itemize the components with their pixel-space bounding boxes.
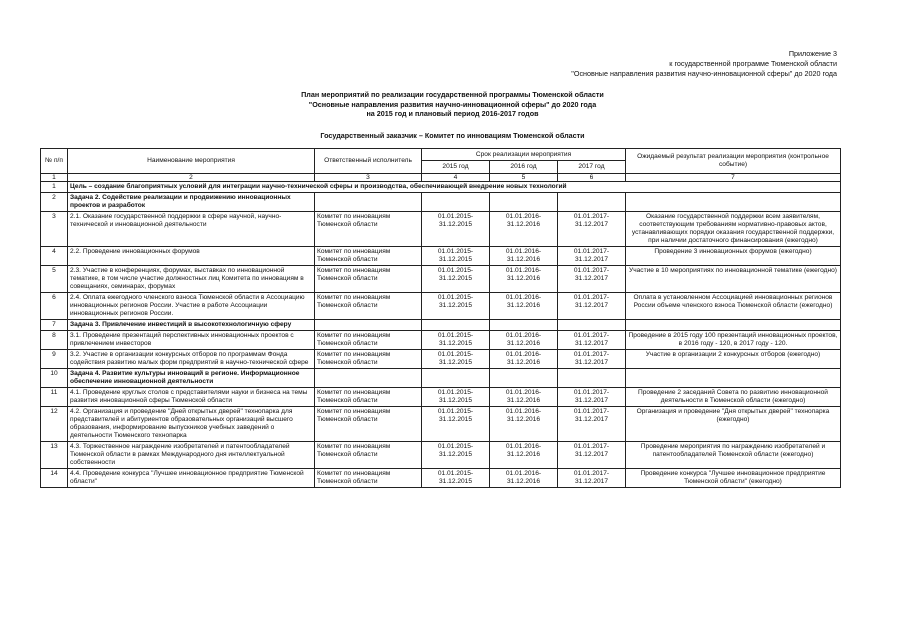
activity-name: 2.2. Проведение инновационных форумов	[68, 247, 315, 266]
expected-result: Проведение конкурса "Лучшее инновационное предприятие Тюменской области" (ежегодно)	[626, 469, 841, 488]
period-2016: 01.01.2016-31.12.2016	[490, 442, 558, 469]
expected-result: Проведение мероприятия по награждению изобретателей и патентообладателей Тюменской области (ежегодно)	[626, 442, 841, 469]
expected-result: Оплата в установленном Ассоциацией инновационных регионов России объеме членского взноса Тюменской области (ежегодно)	[626, 293, 841, 320]
activity-name: 2.1. Оказание государственной поддержки в сфере научной, научно-технической и инновационной деятельности	[68, 212, 315, 247]
responsible-executor: Комитет по инновациям Тюменской области	[315, 331, 422, 350]
empty-cell	[422, 193, 490, 212]
state-customer: Государственный заказчик – Комитет по инновациям Тюменской области	[320, 131, 585, 140]
goal-row	[41, 182, 841, 193]
col-number: 2	[68, 174, 315, 182]
period-2017: 01.01.2017-31.12.2017	[558, 350, 626, 369]
activity-name: 4.3. Торжественное награждение изобретателей и патентообладателей Тюменской области в рамках Международного дня интеллектуальной собственности	[68, 442, 315, 469]
responsible-executor: Комитет по инновациям Тюменской области	[315, 212, 422, 247]
row-number: 7	[41, 320, 68, 331]
responsible-executor: Комитет по инновациям Тюменской области	[315, 350, 422, 369]
header-2015: 2015 год	[422, 161, 490, 174]
period-2015: 01.01.2015-31.12.2015	[422, 388, 490, 407]
title-line-2: "Основные направления развития научно-инновационной сферы" до 2020 года	[308, 99, 597, 109]
activity-name: 3.1. Проведение презентаций перспективных инновационных проектов с привлечением инвесторов	[68, 331, 315, 350]
header-num: № п/п	[41, 149, 68, 174]
period-2015: 01.01.2015-31.12.2015	[422, 212, 490, 247]
table-row	[41, 212, 841, 247]
empty-cell	[626, 369, 841, 388]
activity-name: 4.1. Проведение круглых столов с представителями науки и бизнеса на темы развития инновационной сферы Тюменской области	[68, 388, 315, 407]
expected-result: Проведение в 2015 году 100 презентаций инновационных проектов, в 2016 году - 120, в 2017 году - 120.	[626, 331, 841, 350]
responsible-executor: Комитет по инновациям Тюменской области	[315, 266, 422, 293]
activity-name: 2.3. Участие в конференциях, форумах, выставках по инновационной тематике, в том числе участие должностных лиц Комитета по инновациям в совещаниях, семинарах, форумах	[68, 266, 315, 293]
empty-cell	[558, 320, 626, 331]
period-2017: 01.01.2017-31.12.2017	[558, 388, 626, 407]
table-row	[41, 331, 841, 350]
period-2017: 01.01.2017-31.12.2017	[558, 331, 626, 350]
expected-result: Проведение 2 заседаний Совета по развитию инновационной деятельности в Тюменской области (ежегодно)	[626, 388, 841, 407]
empty-cell	[315, 320, 422, 331]
header-result: Ожидаемый результат реализации мероприятия (контрольное событие)	[626, 149, 841, 174]
header-2017: 2017 год	[558, 161, 626, 174]
period-2015: 01.01.2015-31.12.2015	[422, 247, 490, 266]
responsible-executor: Комитет по инновациям Тюменской области	[315, 469, 422, 488]
empty-cell	[315, 369, 422, 388]
appendix-line-2: к государственной программе Тюменской области	[669, 59, 837, 68]
row-number: 1	[41, 182, 68, 193]
activity-name: 3.2. Участие в организации конкурсных отборов по программам Фонда содействия развитию малых форм предприятий в научно-технической сфере	[68, 350, 315, 369]
table-row	[41, 442, 841, 469]
period-2017: 01.01.2017-31.12.2017	[558, 407, 626, 442]
col-number: 6	[558, 174, 626, 182]
empty-cell	[422, 369, 490, 388]
goal-text: Цель – создание благоприятных условий для интеграции научно-технической сферы и производства, обеспечивающей внедрение новых технологий	[68, 182, 841, 193]
empty-cell	[626, 193, 841, 212]
period-2016: 01.01.2016-31.12.2016	[490, 331, 558, 350]
appendix-header	[571, 49, 837, 79]
period-2015: 01.01.2015-31.12.2015	[422, 350, 490, 369]
row-number: 12	[41, 407, 68, 442]
period-2015: 01.01.2015-31.12.2015	[422, 293, 490, 320]
expected-result: Оказание государственной поддержки всем заявителям, соответствующим требованиям нормативно-правовых актов, устанавливающих порядки оказания государственной поддержки, при наличии достаточного финансирования (ежегодно)	[626, 212, 841, 247]
period-2017: 01.01.2017-31.12.2017	[558, 442, 626, 469]
responsible-executor: Комитет по инновациям Тюменской области	[315, 247, 422, 266]
col-number: 3	[315, 174, 422, 182]
responsible-executor: Комитет по инновациям Тюменской области	[315, 293, 422, 320]
period-2015: 01.01.2015-31.12.2015	[422, 469, 490, 488]
period-2016: 01.01.2016-31.12.2016	[490, 388, 558, 407]
activities-table	[40, 148, 841, 488]
table-row	[41, 293, 841, 320]
period-2016: 01.01.2016-31.12.2016	[490, 350, 558, 369]
table-row	[41, 469, 841, 488]
col-number: 1	[41, 174, 68, 182]
row-number: 4	[41, 247, 68, 266]
row-number: 8	[41, 331, 68, 350]
activity-name: 2.4. Оплата ежегодного членского взноса Тюменской области в Ассоциацию инновационных регионов России. Участие в работе Ассоциации инновационных регионов России.	[68, 293, 315, 320]
header-period: Срок реализации мероприятия	[422, 149, 626, 161]
responsible-executor: Комитет по инновациям Тюменской области	[315, 442, 422, 469]
col-number: 4	[422, 174, 490, 182]
appendix-line-1: Приложение 3	[788, 49, 837, 58]
col-number: 7	[626, 174, 841, 182]
empty-cell	[558, 369, 626, 388]
responsible-executor: Комитет по инновациям Тюменской области	[315, 388, 422, 407]
table-row	[41, 350, 841, 369]
period-2017: 01.01.2017-31.12.2017	[558, 212, 626, 247]
row-number: 6	[41, 293, 68, 320]
table-row	[41, 247, 841, 266]
column-numbers-row	[41, 174, 841, 182]
title-line-1: План мероприятий по реализации государственной программы Тюменской области	[301, 90, 604, 99]
period-2015: 01.01.2015-31.12.2015	[422, 266, 490, 293]
empty-cell	[490, 320, 558, 331]
row-number: 14	[41, 469, 68, 488]
header-2016: 2016 год	[490, 161, 558, 174]
period-2016: 01.01.2016-31.12.2016	[490, 407, 558, 442]
period-2016: 01.01.2016-31.12.2016	[490, 247, 558, 266]
period-2016: 01.01.2016-31.12.2016	[490, 212, 558, 247]
expected-result: Участие в организации 2 конкурсных отборов (ежегодно)	[626, 350, 841, 369]
document-title	[0, 90, 905, 119]
task-row	[41, 193, 841, 212]
empty-cell	[558, 193, 626, 212]
header-responsible: Ответственный исполнитель	[315, 149, 422, 174]
activity-name: 4.2. Организация и проведение "Дней открытых дверей" технопарка для представителей и абитуриентов образовательных организаций высшего образования, информирование выпускников учебных заведений о деятельности Тюменского технопарка	[68, 407, 315, 442]
task-name: Задача 2. Содействие реализации и продвижению инновационных проектов и разработок	[68, 193, 315, 212]
row-number: 5	[41, 266, 68, 293]
empty-cell	[422, 320, 490, 331]
row-number: 2	[41, 193, 68, 212]
period-2016: 01.01.2016-31.12.2016	[490, 266, 558, 293]
empty-cell	[315, 193, 422, 212]
task-name: Задача 3. Привлечение инвестиций в высокотехнологичную сферу	[68, 320, 315, 331]
period-2015: 01.01.2015-31.12.2015	[422, 331, 490, 350]
period-2017: 01.01.2017-31.12.2017	[558, 266, 626, 293]
row-number: 11	[41, 388, 68, 407]
header-name: Наименование мероприятия	[68, 149, 315, 174]
row-number: 13	[41, 442, 68, 469]
expected-result: Проведение 3 инновационных форумов (ежегодно)	[626, 247, 841, 266]
empty-cell	[626, 320, 841, 331]
expected-result: Организация и проведение "Дня открытых дверей" технопарка (ежегодно)	[626, 407, 841, 442]
table-row	[41, 388, 841, 407]
col-number: 5	[490, 174, 558, 182]
table-row	[41, 266, 841, 293]
row-number: 3	[41, 212, 68, 247]
row-number: 9	[41, 350, 68, 369]
task-row	[41, 369, 841, 388]
period-2015: 01.01.2015-31.12.2015	[422, 442, 490, 469]
period-2017: 01.01.2017-31.12.2017	[558, 247, 626, 266]
appendix-line-3: "Основные направления развития научно-инновационной сферы" до 2020 года	[571, 69, 837, 78]
activity-name: 4.4. Проведение конкурса "Лучшее инновационное предприятие Тюменской области"	[68, 469, 315, 488]
period-2016: 01.01.2016-31.12.2016	[490, 469, 558, 488]
responsible-executor: Комитет по инновациям Тюменской области	[315, 407, 422, 442]
task-name: Задача 4. Развитие культуры инноваций в регионе. Информационное обеспечение инновационной деятельности	[68, 369, 315, 388]
period-2017: 01.01.2017-31.12.2017	[558, 469, 626, 488]
task-row	[41, 320, 841, 331]
empty-cell	[490, 369, 558, 388]
empty-cell	[490, 193, 558, 212]
period-2017: 01.01.2017-31.12.2017	[558, 293, 626, 320]
expected-result: Участие в 10 мероприятиях по инновационной тематике (ежегодно)	[626, 266, 841, 293]
table-row	[41, 407, 841, 442]
row-number: 10	[41, 369, 68, 388]
period-2016: 01.01.2016-31.12.2016	[490, 293, 558, 320]
period-2015: 01.01.2015-31.12.2015	[422, 407, 490, 442]
title-line-3: на 2015 год и плановый период 2016-2017 годов	[366, 109, 539, 118]
